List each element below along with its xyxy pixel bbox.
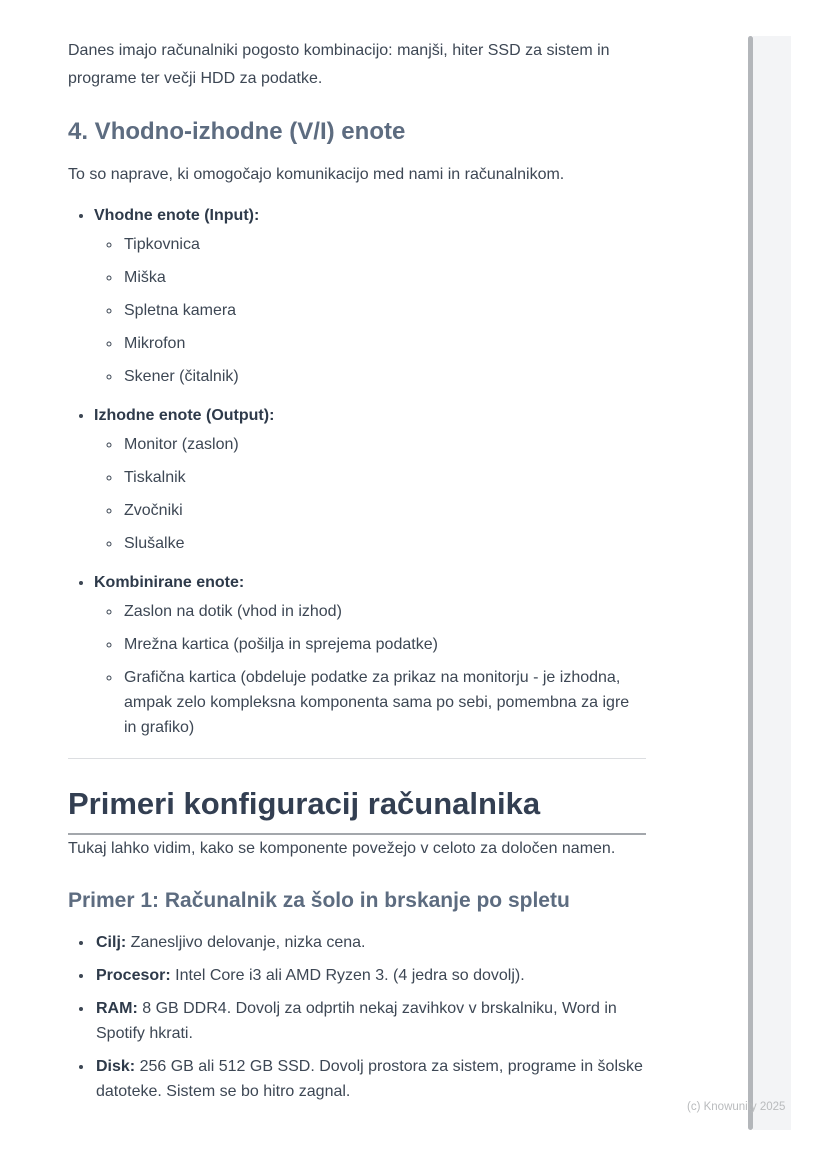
paragraph-io-intro: To so naprave, ki omogočajo komunikacijo med nami in računalnikom. [68, 166, 565, 183]
list-group-output-label: Izhodne enote (Output): [94, 407, 275, 424]
combined-devices-list [94, 599, 646, 740]
spec-label: RAM: [96, 1000, 138, 1017]
list-item: ◦ Skener (čitalnik) [122, 364, 646, 389]
input-devices-list [94, 232, 646, 389]
list-item: ◦ Slušalke [122, 531, 646, 556]
spec-label: Cilj: [96, 934, 127, 951]
spec-item-ram [94, 996, 646, 1046]
scrollbar-thumb[interactable] [748, 36, 753, 1130]
spec-label: Disk: [96, 1058, 136, 1075]
list-group-combined-label: Kombinirane enote: [94, 574, 245, 591]
list-item: ◦ Monitor (zaslon) [122, 432, 646, 457]
list-group-output [94, 403, 646, 556]
document-content [68, 0, 646, 1112]
list-group-input [94, 203, 646, 389]
watermark: (c) Knowunity 2025 [687, 1101, 786, 1113]
paragraph-ssd-hdd-combo: Danes imajo računalniki pogosto kombinacijo: manjši, hiter SSD za sistem in programe ter večji HDD za podatke. [68, 42, 610, 87]
list-item: ◦ Spletna kamera [122, 298, 646, 323]
page-title-configurations: Primeri konfiguracij računalnika [68, 785, 646, 835]
spec-text: Zanesljivo delovanje, nizka cena. [130, 934, 366, 951]
section-divider [68, 758, 646, 759]
list-item: ◦ Tipkovnica [122, 232, 646, 257]
io-units-list [68, 203, 646, 740]
section-heading-io-units: 4. Vhodno-izhodne (V/I) enote [68, 118, 406, 145]
example1-spec-list [68, 930, 646, 1104]
list-item: ◦ Miška [122, 265, 646, 290]
spec-label: Procesor: [96, 967, 171, 984]
scrollbar[interactable] [748, 36, 791, 1130]
output-devices-list [94, 432, 646, 556]
spec-item-goal [94, 930, 646, 955]
spec-text: 256 GB ali 512 GB SSD. Dovolj prostora za sistem, programe in šolske datoteke. Sistem se bo hitro zagnal. [96, 1058, 643, 1100]
subsection-heading-example1: Primer 1: Računalnik za šolo in brskanje po spletu [68, 889, 570, 912]
list-item: ◦ Mikrofon [122, 331, 646, 356]
spec-text: 8 GB DDR4. Dovolj za odprtih nekaj zavihkov v brskalniku, Word in Spotify hkrati. [96, 1000, 617, 1042]
spec-item-cpu [94, 963, 646, 988]
paragraph-configurations-intro: Tukaj lahko vidim, kako se komponente povežejo v celoto za določen namen. [68, 840, 616, 857]
spec-text: Intel Core i3 ali AMD Ryzen 3. (4 jedra so dovolj). [175, 967, 525, 984]
list-item: ◦ Zaslon na dotik (vhod in izhod) [122, 599, 646, 624]
spec-item-disk [94, 1054, 646, 1104]
list-item: ◦ Tiskalnik [122, 465, 646, 490]
list-group-combined [94, 570, 646, 740]
list-item: ◦ Zvočniki [122, 498, 646, 523]
list-item: ◦ Grafična kartica (obdeluje podatke za prikaz na monitorju - je izhodna, ampak zelo kompleksna komponenta sama po sebi, pomembna za igre in grafiko) [122, 665, 646, 740]
scrollbar-track[interactable] [753, 36, 791, 1130]
list-group-input-label: Vhodne enote (Input): [94, 207, 260, 224]
list-item: ◦ Mrežna kartica (pošilja in sprejema podatke) [122, 632, 646, 657]
